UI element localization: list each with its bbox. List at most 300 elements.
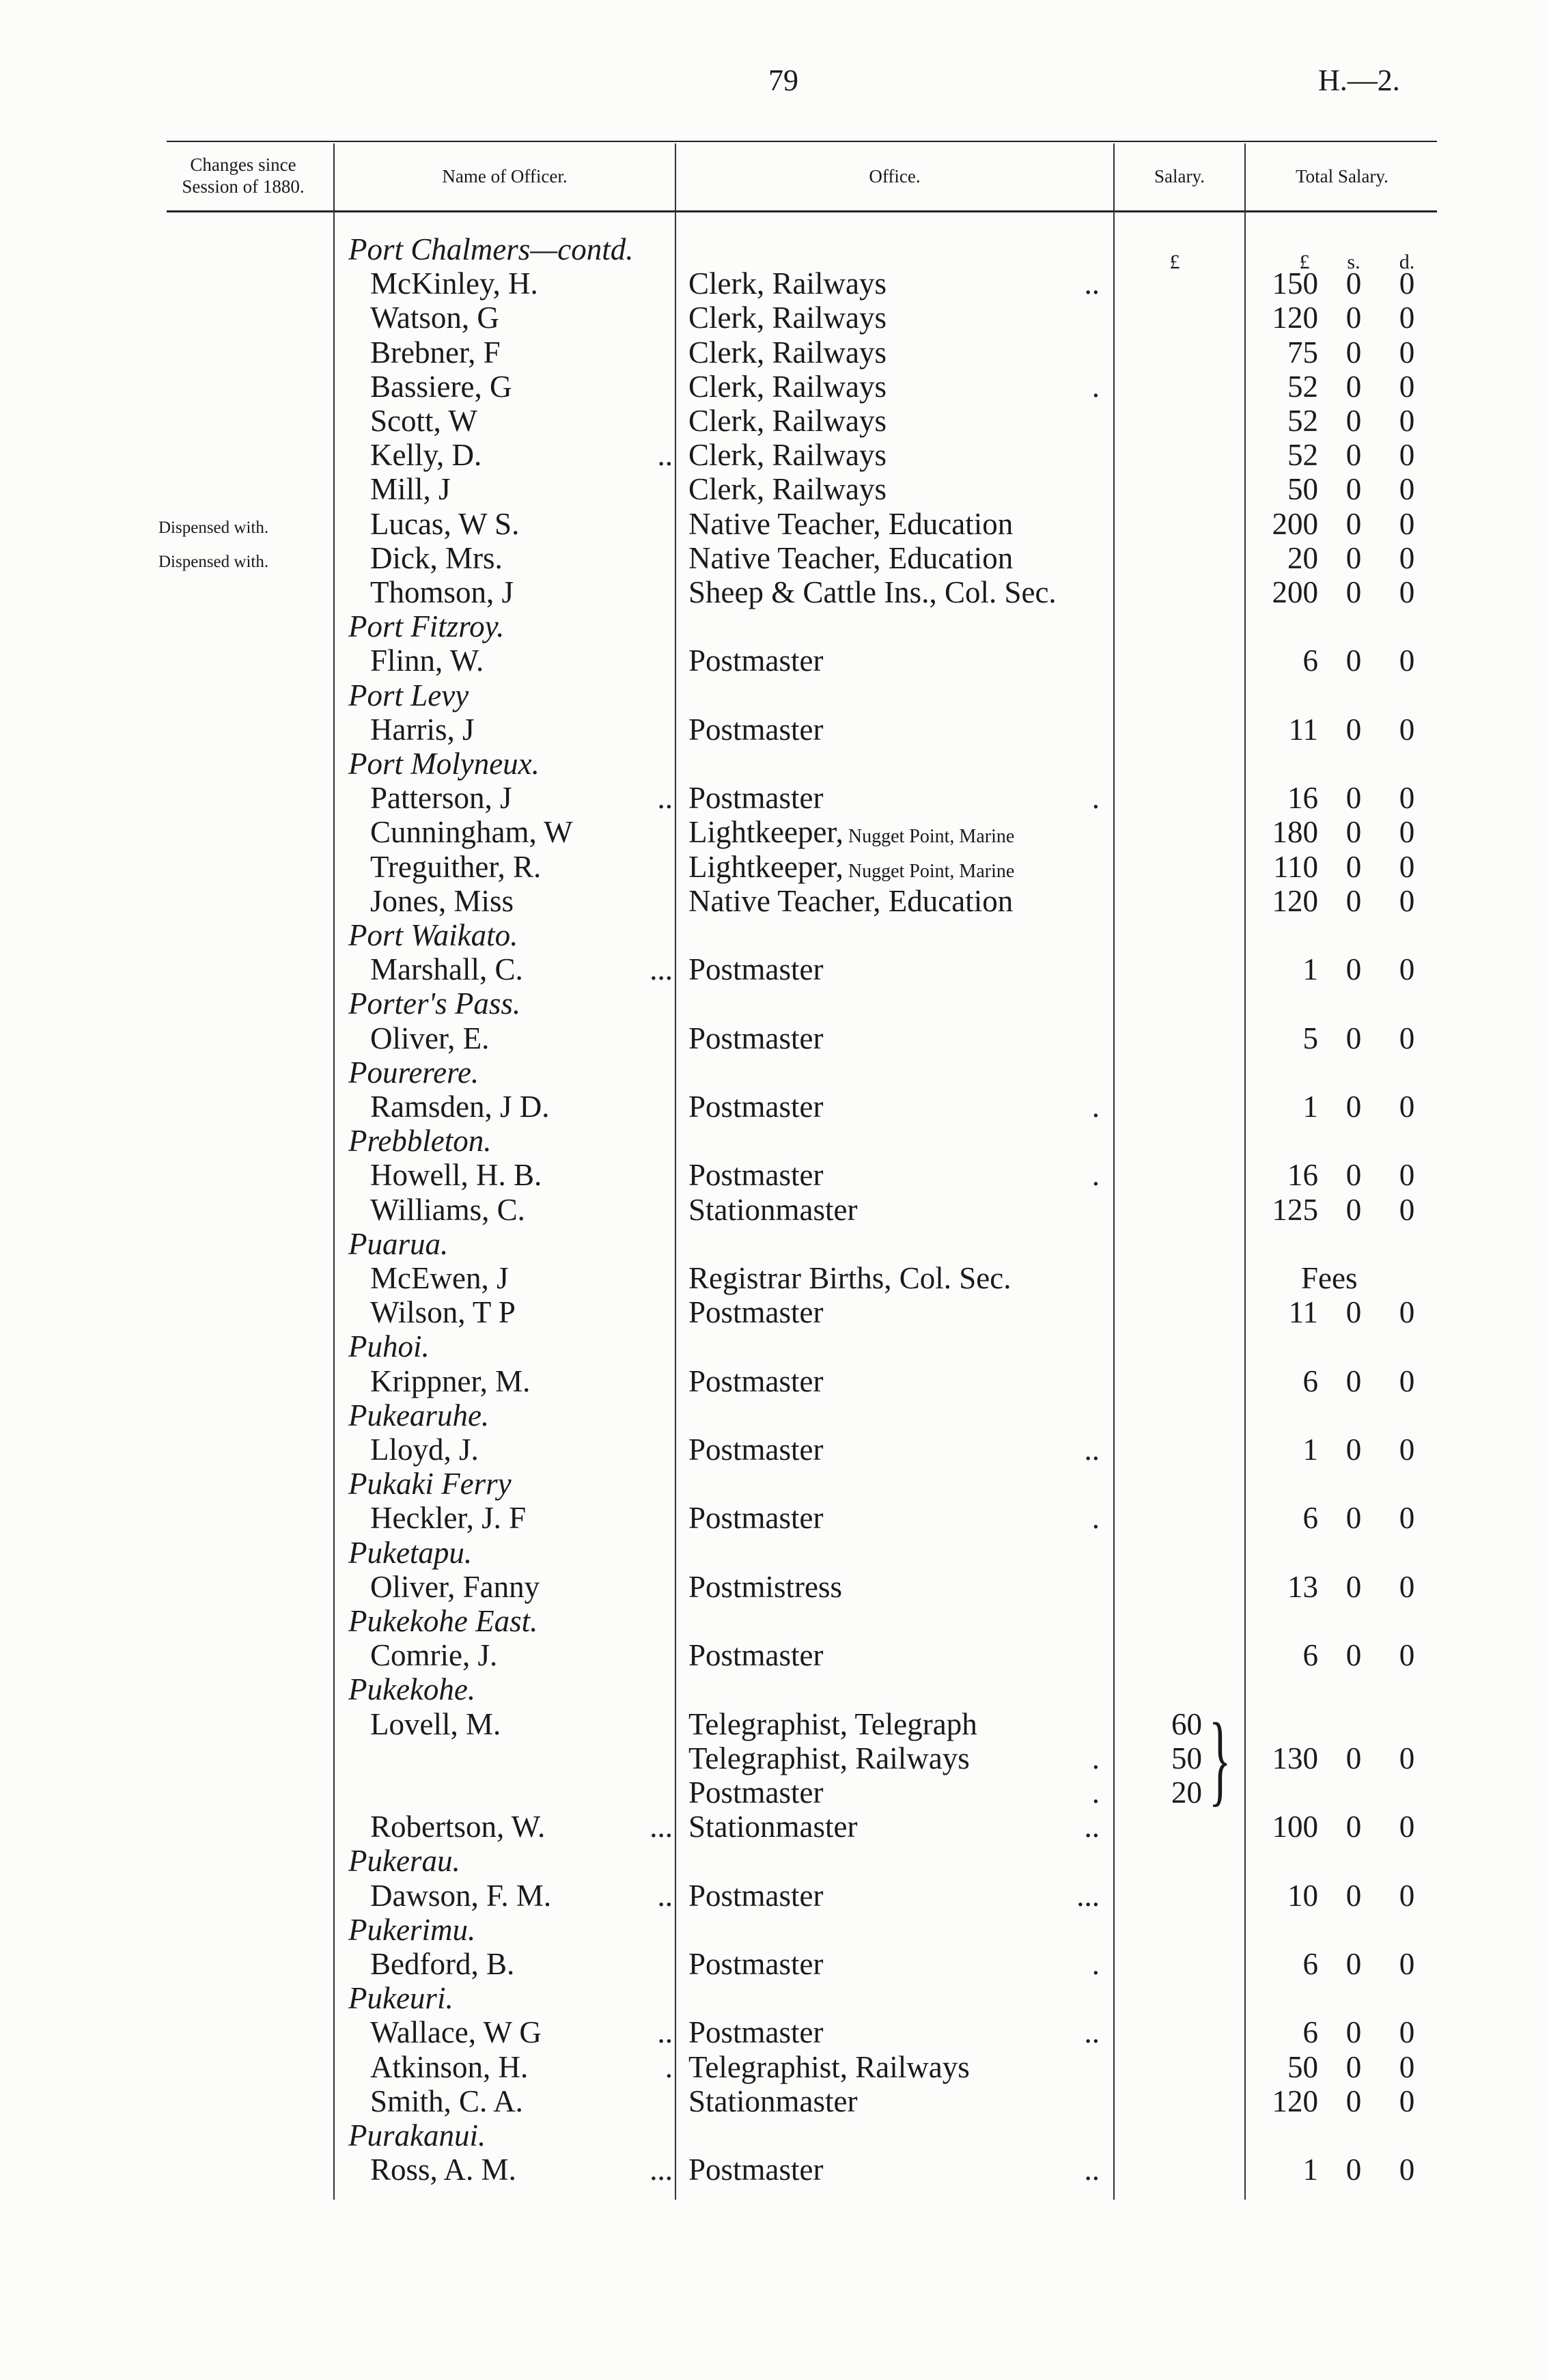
officer-row [0,1810,1549,1844]
total-shillings: 0 [1345,712,1362,747]
unit-salary: £ [1169,251,1180,273]
total-shillings: 0 [1345,575,1362,609]
total-pence: 0 [1399,1501,1415,1536]
total-pence: 0 [1399,369,1415,404]
office-title: Postmaster [688,1295,824,1330]
total-pence: 0 [1399,1158,1415,1193]
total-shillings: 0 [1345,266,1362,301]
unit-pence: d. [1399,251,1415,273]
officer-name: Dawson, F. M. [370,1878,552,1913]
total-pence: 0 [1399,2049,1415,2084]
total-shillings: 0 [1345,781,1362,816]
officer-name: Brebner, F [370,335,501,370]
officer-row [0,370,1549,404]
officer-row [0,1707,1549,1741]
total-pounds: 13 [1287,1569,1318,1604]
place-heading-row [0,986,1549,1021]
total-pence: 0 [1399,1364,1415,1398]
total-pence: 0 [1399,952,1415,987]
office-title: Lightkeeper, Nugget Point, Marine [688,849,1015,884]
officer-row [0,1741,1549,1775]
office-title: Postmaster [688,1158,824,1193]
officer-row [0,1193,1549,1227]
place-name: Pukerimu. [348,1912,476,1947]
office-title: Postmaster [688,1638,824,1673]
place-name: Port Chalmers—contd. [348,232,634,266]
total-shillings: 0 [1345,1295,1362,1330]
place-name: Pukaki Ferry [348,1467,512,1502]
total-pounds: 120 [1272,301,1318,335]
total-pence: 0 [1399,2084,1415,2118]
officer-name: Williams, C. [370,1192,525,1227]
office-title: Postmistress [688,1569,843,1604]
officer-row [0,335,1549,370]
total-pence: 0 [1399,1433,1415,1467]
total-pence: 0 [1399,849,1415,884]
officer-row [0,1261,1549,1295]
total-pence: 0 [1399,1295,1415,1330]
total-shillings: 0 [1345,1364,1362,1398]
total-pence: 0 [1399,1878,1415,1913]
officer-name: Ross, A. M. [370,2153,516,2187]
total-shillings: 0 [1345,1090,1362,1124]
officer-row [0,952,1549,986]
officer-name: Cunningham, W [370,815,573,850]
office-title: Registrar Births, Col. Sec. [688,1261,1011,1295]
page-number: 79 [768,64,798,97]
total-shillings: 0 [1345,1501,1362,1536]
office-title: Postmaster [688,2015,824,2050]
place-heading-row [0,747,1549,781]
place-name: Pukekohe East. [348,1604,538,1638]
place-name: Pukearuhe. [348,1398,490,1433]
office-title: Postmaster [688,1775,824,1810]
office-title: Postmaster [688,1433,824,1467]
office-title: Postmaster [688,1878,824,1913]
total-shillings: 0 [1345,2153,1362,2187]
total-pounds: 120 [1272,2084,1318,2118]
office-title: Sheep & Cattle Ins., Col. Sec. [688,575,1057,609]
total-pounds: 6 [1302,2015,1318,2050]
total-pence: 0 [1399,2015,1415,2050]
leader-dots: . [665,2049,673,2084]
officer-row [0,781,1549,815]
fees-note: Fees [1301,1261,1358,1295]
leader-dots: . [1091,1501,1100,1536]
place-heading-row [0,1913,1549,1947]
officer-name: McEwen, J [370,1261,509,1295]
total-pounds: 150 [1272,266,1318,301]
officer-row [0,2015,1549,2049]
leader-dots: .. [657,2015,673,2050]
col-header-office: Office. [869,166,921,186]
officer-row [0,438,1549,472]
leader-dots: .. [657,781,673,816]
office-title: Telegraphist, Railways [688,2049,970,2084]
officer-name: Krippner, M. [370,1364,531,1398]
officer-name: Dick, Mrs. [370,540,503,575]
officer-row [0,815,1549,849]
total-shillings: 0 [1345,2084,1362,2118]
total-pounds: 6 [1302,1638,1318,1673]
place-name: Puhoi. [348,1329,430,1364]
total-pounds: 200 [1272,506,1318,541]
total-pounds: 1 [1302,1433,1318,1467]
total-pounds: 52 [1287,438,1318,473]
total-pence: 0 [1399,883,1415,918]
total-pence: 0 [1399,438,1415,473]
place-heading-row [0,1329,1549,1364]
total-shillings: 0 [1345,1021,1362,1055]
leader-dots: .. [1084,1433,1100,1467]
office-title: Postmaster [688,644,824,678]
total-shillings: 0 [1345,506,1362,541]
leader-dots: ... [1076,1878,1100,1913]
leader-dots: .. [657,438,673,473]
officer-row [0,1775,1549,1810]
total-pounds: 1 [1302,2153,1318,2187]
officer-row [0,1501,1549,1535]
office-detail: Nugget Point, Marine [843,826,1015,848]
office-title: Native Teacher, Education [688,540,1014,575]
officer-name: Bedford, B. [370,1947,515,1981]
officer-row [0,2084,1549,2118]
place-heading-row [0,2118,1549,2153]
officer-row [0,884,1549,918]
total-shillings: 0 [1345,952,1362,987]
officer-row [0,2153,1549,2187]
office-title: Clerk, Railways [688,301,887,335]
total-pence: 0 [1399,540,1415,575]
total-pounds: 11 [1288,712,1318,747]
total-pounds: 11 [1288,1295,1318,1330]
leader-dots: ... [650,952,673,987]
total-pence: 0 [1399,472,1415,507]
officer-name: Atkinson, H. [370,2049,529,2084]
total-shillings: 0 [1345,1158,1362,1193]
office-title: Postmaster [688,1501,824,1536]
officer-row [0,2050,1549,2084]
office-title: Postmaster [688,1021,824,1055]
total-shillings: 0 [1345,2015,1362,2050]
leader-dots: . [1091,1947,1100,1981]
officer-row [0,541,1549,575]
col-header-changes-line2: Session of 1880. [182,176,305,197]
officer-name: Wilson, T P [370,1295,516,1330]
total-pence: 0 [1399,1090,1415,1124]
place-name: Port Molyneux. [348,747,540,781]
officer-name: Harris, J [370,712,475,747]
office-title: Postmaster [688,712,824,747]
total-pounds: 16 [1287,1158,1318,1193]
officer-name: Flinn, W. [370,644,484,678]
col-header-changes [161,154,325,197]
header-bottom-rule [167,210,1437,212]
total-shillings: 0 [1345,404,1362,438]
total-pence: 0 [1399,781,1415,816]
leader-dots: . [1091,1158,1100,1193]
place-heading-row [0,1227,1549,1261]
officer-name: Ramsden, J D. [370,1090,550,1124]
total-pence: 0 [1399,301,1415,335]
total-shillings: 0 [1345,1878,1362,1913]
leader-dots: .. [1084,2153,1100,2187]
place-heading-row [0,1124,1549,1158]
officer-row [0,1638,1549,1672]
col-header-name: Name of Officer. [442,166,568,186]
place-name: Pukekohe. [348,1672,476,1707]
total-pence: 0 [1399,1741,1415,1775]
place-heading-row [0,1844,1549,1878]
total-pounds: 75 [1287,335,1318,370]
place-heading-row [0,609,1549,644]
total-pounds: 6 [1302,1364,1318,1398]
total-shillings: 0 [1345,2049,1362,2084]
total-shillings: 0 [1345,438,1362,473]
total-pounds: 125 [1272,1192,1318,1227]
officer-name: Scott, W [370,404,477,438]
total-shillings: 0 [1345,883,1362,918]
total-shillings: 0 [1345,369,1362,404]
salary-amount: 60 [1171,1706,1202,1741]
office-title: Postmaster [688,952,824,987]
office-title: Native Teacher, Education [688,883,1014,918]
total-pence: 0 [1399,1569,1415,1604]
office-title: Clerk, Railways [688,472,887,507]
office-title: Stationmaster [688,1192,858,1227]
officer-row [0,1158,1549,1192]
officer-name: Lucas, W S. [370,506,520,541]
salary-amount: 20 [1171,1775,1202,1810]
office-title: Clerk, Railways [688,369,887,404]
officer-name: Mill, J [370,472,451,507]
officer-name: Howell, H. B. [370,1158,542,1193]
place-heading-row [0,1672,1549,1706]
officer-name: Wallace, W G [370,2015,542,2050]
officer-row [0,1570,1549,1604]
officer-row [0,1879,1549,1913]
total-shillings: 0 [1345,540,1362,575]
officer-row [0,1433,1549,1467]
office-title: Native Teacher, Education [688,506,1014,541]
total-pounds: 130 [1272,1741,1318,1775]
total-pounds: 1 [1302,952,1318,987]
place-name: Port Fitzroy. [348,609,505,644]
col-header-salary: Salary. [1154,166,1205,186]
place-heading-row [0,1536,1549,1570]
office-detail: Nugget Point, Marine [843,860,1015,882]
total-pounds: 16 [1287,781,1318,816]
total-shillings: 0 [1345,1569,1362,1604]
office-title: Clerk, Railways [688,335,887,370]
place-name: Port Waikato. [348,918,518,952]
place-name: Puketapu. [348,1535,473,1570]
change-note: Dispensed with. [158,518,269,537]
office-title: Postmaster [688,1947,824,1981]
leader-dots: .. [657,1878,673,1913]
officer-name: Lovell, M. [370,1706,501,1741]
officer-name: Lloyd, J. [370,1433,479,1467]
place-name: Pukerau. [348,1844,460,1879]
total-pounds: 100 [1272,1810,1318,1844]
place-name: Port Levy [348,678,469,712]
officer-row [0,644,1549,678]
place-heading-row [0,1467,1549,1501]
total-pounds: 52 [1287,404,1318,438]
salary-amount: 50 [1171,1741,1202,1775]
place-heading-row [0,678,1549,712]
officer-name: Heckler, J. F [370,1501,527,1536]
officer-row [0,301,1549,335]
place-name: Pourerere. [348,1055,479,1090]
col-header-total: Total Salary. [1296,166,1388,186]
office-title: Postmaster [688,781,824,816]
place-heading-row [0,918,1549,952]
total-shillings: 0 [1345,644,1362,678]
total-pounds: 120 [1272,883,1318,918]
document-series: H.—2. [1318,64,1400,97]
place-heading-row [0,1055,1549,1090]
office-title: Clerk, Railways [688,266,887,301]
place-heading-row [0,1398,1549,1433]
total-pence: 0 [1399,575,1415,609]
header-top-rule [167,141,1437,142]
total-shillings: 0 [1345,815,1362,850]
place-heading-row [0,232,1549,266]
total-pence: 0 [1399,1810,1415,1844]
total-shillings: 0 [1345,1192,1362,1227]
place-name: Prebbleton. [348,1124,492,1159]
office-title: Postmaster [688,2153,824,2187]
leader-dots: ... [650,1810,673,1844]
officer-name: Robertson, W. [370,1810,546,1844]
total-pence: 0 [1399,335,1415,370]
leader-dots: . [1091,369,1100,404]
total-shillings: 0 [1345,301,1362,335]
officer-name: Treguither, R. [370,849,542,884]
place-heading-row [0,1981,1549,2015]
officer-row [0,712,1549,747]
officer-name: Marshall, C. [370,952,523,987]
total-pounds: 200 [1272,575,1318,609]
officer-name: Comrie, J. [370,1638,498,1673]
officer-row [0,1295,1549,1329]
officer-row [0,472,1549,506]
place-name: Puarua. [348,1226,449,1261]
officer-name: Jones, Miss [370,883,514,918]
officer-name: Oliver, E. [370,1021,490,1055]
leader-dots: . [1091,1090,1100,1124]
officer-name: Smith, C. A. [370,2084,523,2118]
total-pence: 0 [1399,266,1415,301]
total-pence: 0 [1399,644,1415,678]
office-title: Telegraphist, Telegraph [688,1706,977,1741]
office-title: Stationmaster [688,1810,858,1844]
leader-dots: . [1091,781,1100,816]
total-shillings: 0 [1345,1810,1362,1844]
unit-pounds: £ [1299,251,1310,273]
office-title: Stationmaster [688,2084,858,2118]
total-pounds: 5 [1302,1021,1318,1055]
total-shillings: 0 [1345,849,1362,884]
total-shillings: 0 [1345,1741,1362,1775]
salary-brace: } [1209,1702,1231,1816]
officer-name: Kelly, D. [370,438,482,473]
leader-dots: . [1091,1775,1100,1810]
office-title: Lightkeeper, Nugget Point, Marine [688,815,1015,850]
officer-name: Watson, G [370,301,499,335]
officer-row [0,1090,1549,1124]
total-pence: 0 [1399,404,1415,438]
officer-name: Bassiere, G [370,369,512,404]
office-title: Postmaster [688,1090,824,1124]
total-pounds: 110 [1273,849,1318,884]
change-note: Dispensed with. [158,552,269,571]
total-shillings: 0 [1345,335,1362,370]
office-title: Postmaster [688,1364,824,1398]
officer-name: Thomson, J [370,575,514,609]
officer-row [0,507,1549,541]
total-pounds: 52 [1287,369,1318,404]
officer-name: Patterson, J [370,781,512,816]
col-header-changes-line1: Changes since [190,154,296,175]
officer-name: Oliver, Fanny [370,1569,540,1604]
total-shillings: 0 [1345,1947,1362,1981]
total-pounds: 50 [1287,472,1318,507]
total-pence: 0 [1399,712,1415,747]
place-name: Porter's Pass. [348,986,521,1021]
total-pounds: 6 [1302,644,1318,678]
total-shillings: 0 [1345,472,1362,507]
office-title: Telegraphist, Railways [688,1741,970,1775]
leader-dots: . [1091,1741,1100,1775]
officer-row [0,1947,1549,1981]
total-pounds: 50 [1287,2049,1318,2084]
place-heading-row [0,1604,1549,1638]
total-shillings: 0 [1345,1433,1362,1467]
officer-name: McKinley, H. [370,266,538,301]
officer-row [0,850,1549,884]
total-pounds: 6 [1302,1947,1318,1981]
total-pence: 0 [1399,1638,1415,1673]
officer-row [0,1021,1549,1055]
total-pounds: 180 [1272,815,1318,850]
leader-dots: ... [650,2153,673,2187]
total-pence: 0 [1399,506,1415,541]
leader-dots: .. [1084,2015,1100,2050]
total-pence: 0 [1399,2153,1415,2187]
total-pounds: 1 [1302,1090,1318,1124]
office-title: Clerk, Railways [688,438,887,473]
officer-row [0,1364,1549,1398]
total-pence: 0 [1399,815,1415,850]
total-pence: 0 [1399,1192,1415,1227]
unit-shillings: s. [1347,251,1360,273]
place-name: Pukeuri. [348,1981,453,2016]
leader-dots: .. [1084,266,1100,301]
place-name: Purakanui. [348,2118,486,2153]
total-pounds: 10 [1287,1878,1318,1913]
officer-row [0,266,1549,301]
officer-row [0,404,1549,438]
total-pounds: 20 [1287,540,1318,575]
officer-row [0,575,1549,609]
total-shillings: 0 [1345,1638,1362,1673]
leader-dots: .. [1084,1810,1100,1844]
total-pence: 0 [1399,1021,1415,1055]
office-title: Clerk, Railways [688,404,887,438]
total-pounds: 6 [1302,1501,1318,1536]
